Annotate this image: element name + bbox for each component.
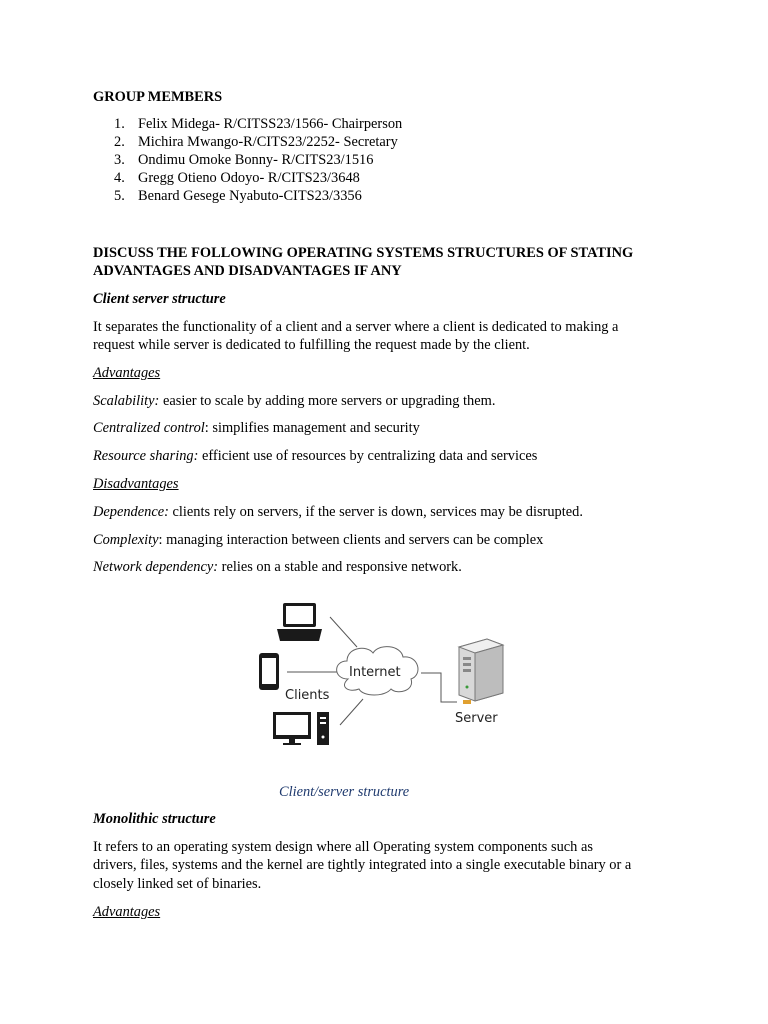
- smartphone-icon: [259, 653, 279, 690]
- member-text: Felix Midega- R/CITSS23/1566- Chairperson: [138, 116, 403, 132]
- monolithic-desc-line-3: closely linked set of binaries.: [93, 876, 262, 892]
- client-server-title: Client server structure: [93, 291, 226, 307]
- connector-line: [330, 617, 357, 647]
- desktop-computer-icon: [273, 712, 329, 745]
- disadvantage-item: [93, 558, 462, 576]
- list-number: 2.: [114, 134, 125, 150]
- list-number: 5.: [114, 188, 125, 204]
- advantage-text: efficient use of resources by centralizing data and services: [198, 448, 538, 464]
- disadvantage-text: : managing interaction between clients and servers can be complex: [158, 532, 544, 548]
- connector-line: [340, 699, 363, 725]
- list-item: [93, 133, 402, 151]
- server-label: Server: [455, 711, 498, 726]
- advantage-term: Resource sharing:: [93, 448, 199, 464]
- advantage-text: easier to scale by adding more servers or upgrading them.: [159, 393, 496, 409]
- list-item: [93, 151, 402, 169]
- list-number: 4.: [114, 170, 125, 186]
- task-heading-line-2: ADVANTAGES AND DISADVANTAGES IF ANY: [93, 263, 402, 279]
- monolithic-advantages-heading: Advantages: [93, 904, 161, 920]
- disadvantage-item: [93, 531, 543, 549]
- advantage-term: Scalability:: [93, 393, 160, 409]
- disadvantages-heading: Disadvantages: [93, 476, 179, 492]
- connector-line: [421, 673, 457, 702]
- disadvantage-text: relies on a stable and responsive network.: [218, 559, 462, 575]
- disadvantage-term: Complexity: [93, 532, 159, 548]
- advantage-item: [93, 447, 537, 465]
- member-text: Ondimu Omoke Bonny- R/CITS23/1516: [138, 152, 374, 168]
- list-number: 1.: [114, 116, 125, 132]
- diagram-caption: Client/server structure: [279, 784, 410, 800]
- members-list: [93, 115, 402, 205]
- list-number: 3.: [114, 152, 125, 168]
- clients-label: Clients: [285, 688, 330, 703]
- member-text: Michira Mwango-R/CITS23/2252- Secretary: [138, 134, 398, 150]
- monolithic-desc-line-1: It refers to an operating system design where all Operating system components such as: [93, 839, 593, 855]
- client-server-diagram: [245, 595, 525, 755]
- disadvantage-term: Dependence:: [93, 504, 169, 520]
- client-server-desc-line-1: It separates the functionality of a client and a server where a client is dedicated to making a: [93, 319, 619, 335]
- member-text: Gregg Otieno Odoyo- R/CITS23/3648: [138, 170, 360, 186]
- list-item: [93, 169, 402, 187]
- task-heading-line-1: DISCUSS THE FOLLOWING OPERATING SYSTEMS STRUCTURES OF STATING: [93, 245, 634, 261]
- advantage-term: Centralized control: [93, 420, 205, 436]
- group-members-heading: GROUP MEMBERS: [93, 89, 223, 105]
- monolithic-desc-line-2: drivers, files, systems and the kernel are tightly integrated into a single executable binary or a: [93, 857, 632, 873]
- member-text: Benard Gesege Nyabuto-CITS23/3356: [138, 188, 362, 204]
- monolithic-title: Monolithic structure: [93, 811, 216, 827]
- disadvantage-text: clients rely on servers, if the server is down, services may be disrupted.: [168, 504, 583, 520]
- internet-label: Internet: [349, 665, 401, 680]
- advantages-heading: Advantages: [93, 365, 161, 381]
- laptop-icon: [277, 603, 322, 641]
- advantage-item: [93, 392, 495, 410]
- disadvantage-item: [93, 503, 583, 521]
- list-item: [93, 187, 402, 205]
- advantage-item: [93, 419, 420, 437]
- list-item: [93, 115, 402, 133]
- server-tower-icon: [459, 639, 503, 704]
- advantage-text: : simplifies management and security: [204, 420, 420, 436]
- client-server-desc-line-2: request while server is dedicated to fulfilling the request made by the client.: [93, 337, 530, 353]
- disadvantage-term: Network dependency:: [93, 559, 219, 575]
